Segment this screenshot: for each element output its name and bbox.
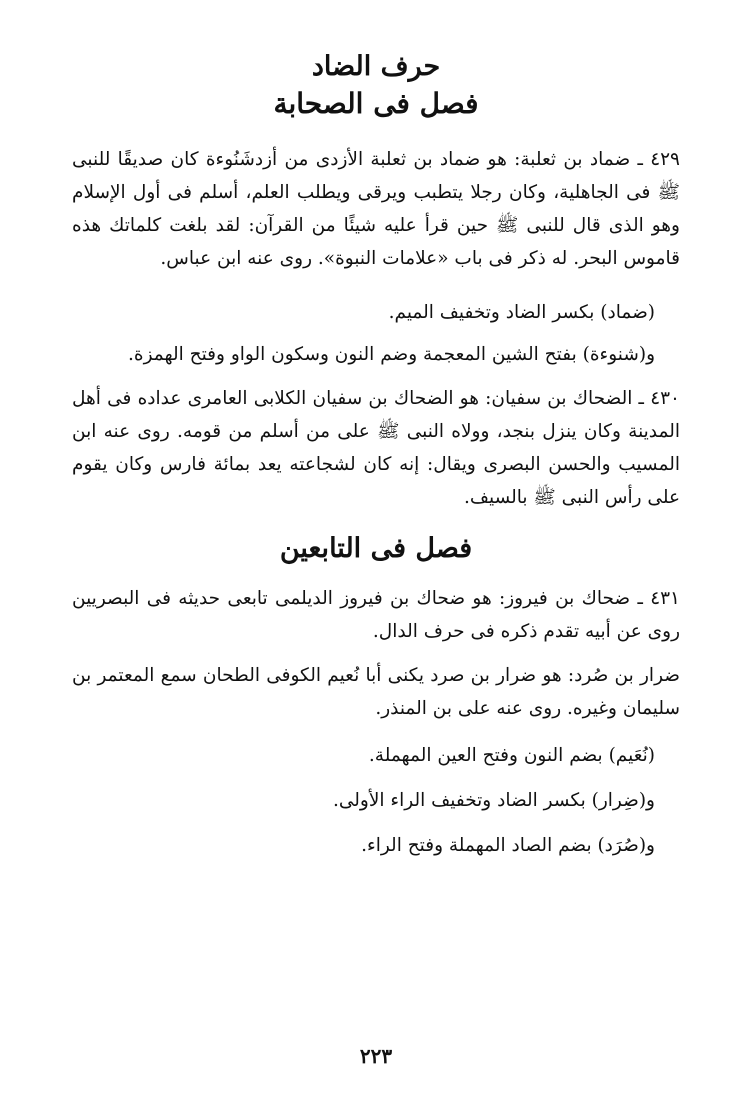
entry-430: ٤٣٠ ـ الضحاك بن سفيان: هو الضحاك بن سفيان الكلابى العامرى عداده فى أهل المدينة وكان ينزل بنجد، وولاه النبى ﷺ على من أسلم من قومه. روى عنه ابن المسيب والحسن البصرى ويقال: إنه كان لشجاعته يعد بمائة فارس وكان يقوم على رأس النبى ﷺ بالسيف. xyxy=(72,388,680,508)
note-surad: و(صُرَد) بضم الصاد المهملة وفتح الراء. xyxy=(361,835,655,856)
note-shanua: و(شنوءة) بفتح الشين المعجمة وضم النون وسكون الواو وفتح الهمزة. xyxy=(128,344,655,365)
entry-431: ٤٣١ ـ ضحاك بن فيروز: هو ضحاك بن فيروز الديلمى تابعى حديثه فى البصريين روى عن أبيه تقدم ذكره فى حرف الدال. xyxy=(72,588,680,642)
entry-dirar: ضرار بن صُرد: هو ضرار بن صرد يكنى أبا نُعيم الكوفى الطحان سمع المعتمر بن سليمان وغيره. روى عنه على بن المنذر. xyxy=(72,665,680,719)
chapter-title: حرف الضاد xyxy=(311,51,441,82)
section-heading-tabieen: فصل فى التابعين xyxy=(279,533,473,564)
note-dirar: و(ضِرار) بكسر الضاد وتخفيف الراء الأولى. xyxy=(332,790,655,811)
note-nuaym: (نُعَيم) بضم النون وفتح العين المهملة. xyxy=(368,745,655,766)
note-dimad: (ضماد) بكسر الضاد وتخفيف الميم. xyxy=(388,302,655,323)
entry-429: ٤٢٩ ـ ضماد بن ثعلبة: هو ضماد بن ثعلبة الأزدى من أزدشَنُوءة كان صديقًا للنبى ﷺ فى الجاهلية، وكان رجلا يتطبب ويرقى ويطلب العلم، أسلم فى أول الإسلام وهو الذى قال للنبى ﷺ حين قرأ عليه شيئًا من القرآن: لقد بلغت كلماتك هذه قاموس البحر. له ذكر فى باب «علامات النبوة». روى عنه ابن عباس. xyxy=(72,149,680,269)
page-number: ٢٢٣ xyxy=(359,1044,393,1068)
section-heading-sahaba: فصل فى الصحابة xyxy=(273,87,479,120)
